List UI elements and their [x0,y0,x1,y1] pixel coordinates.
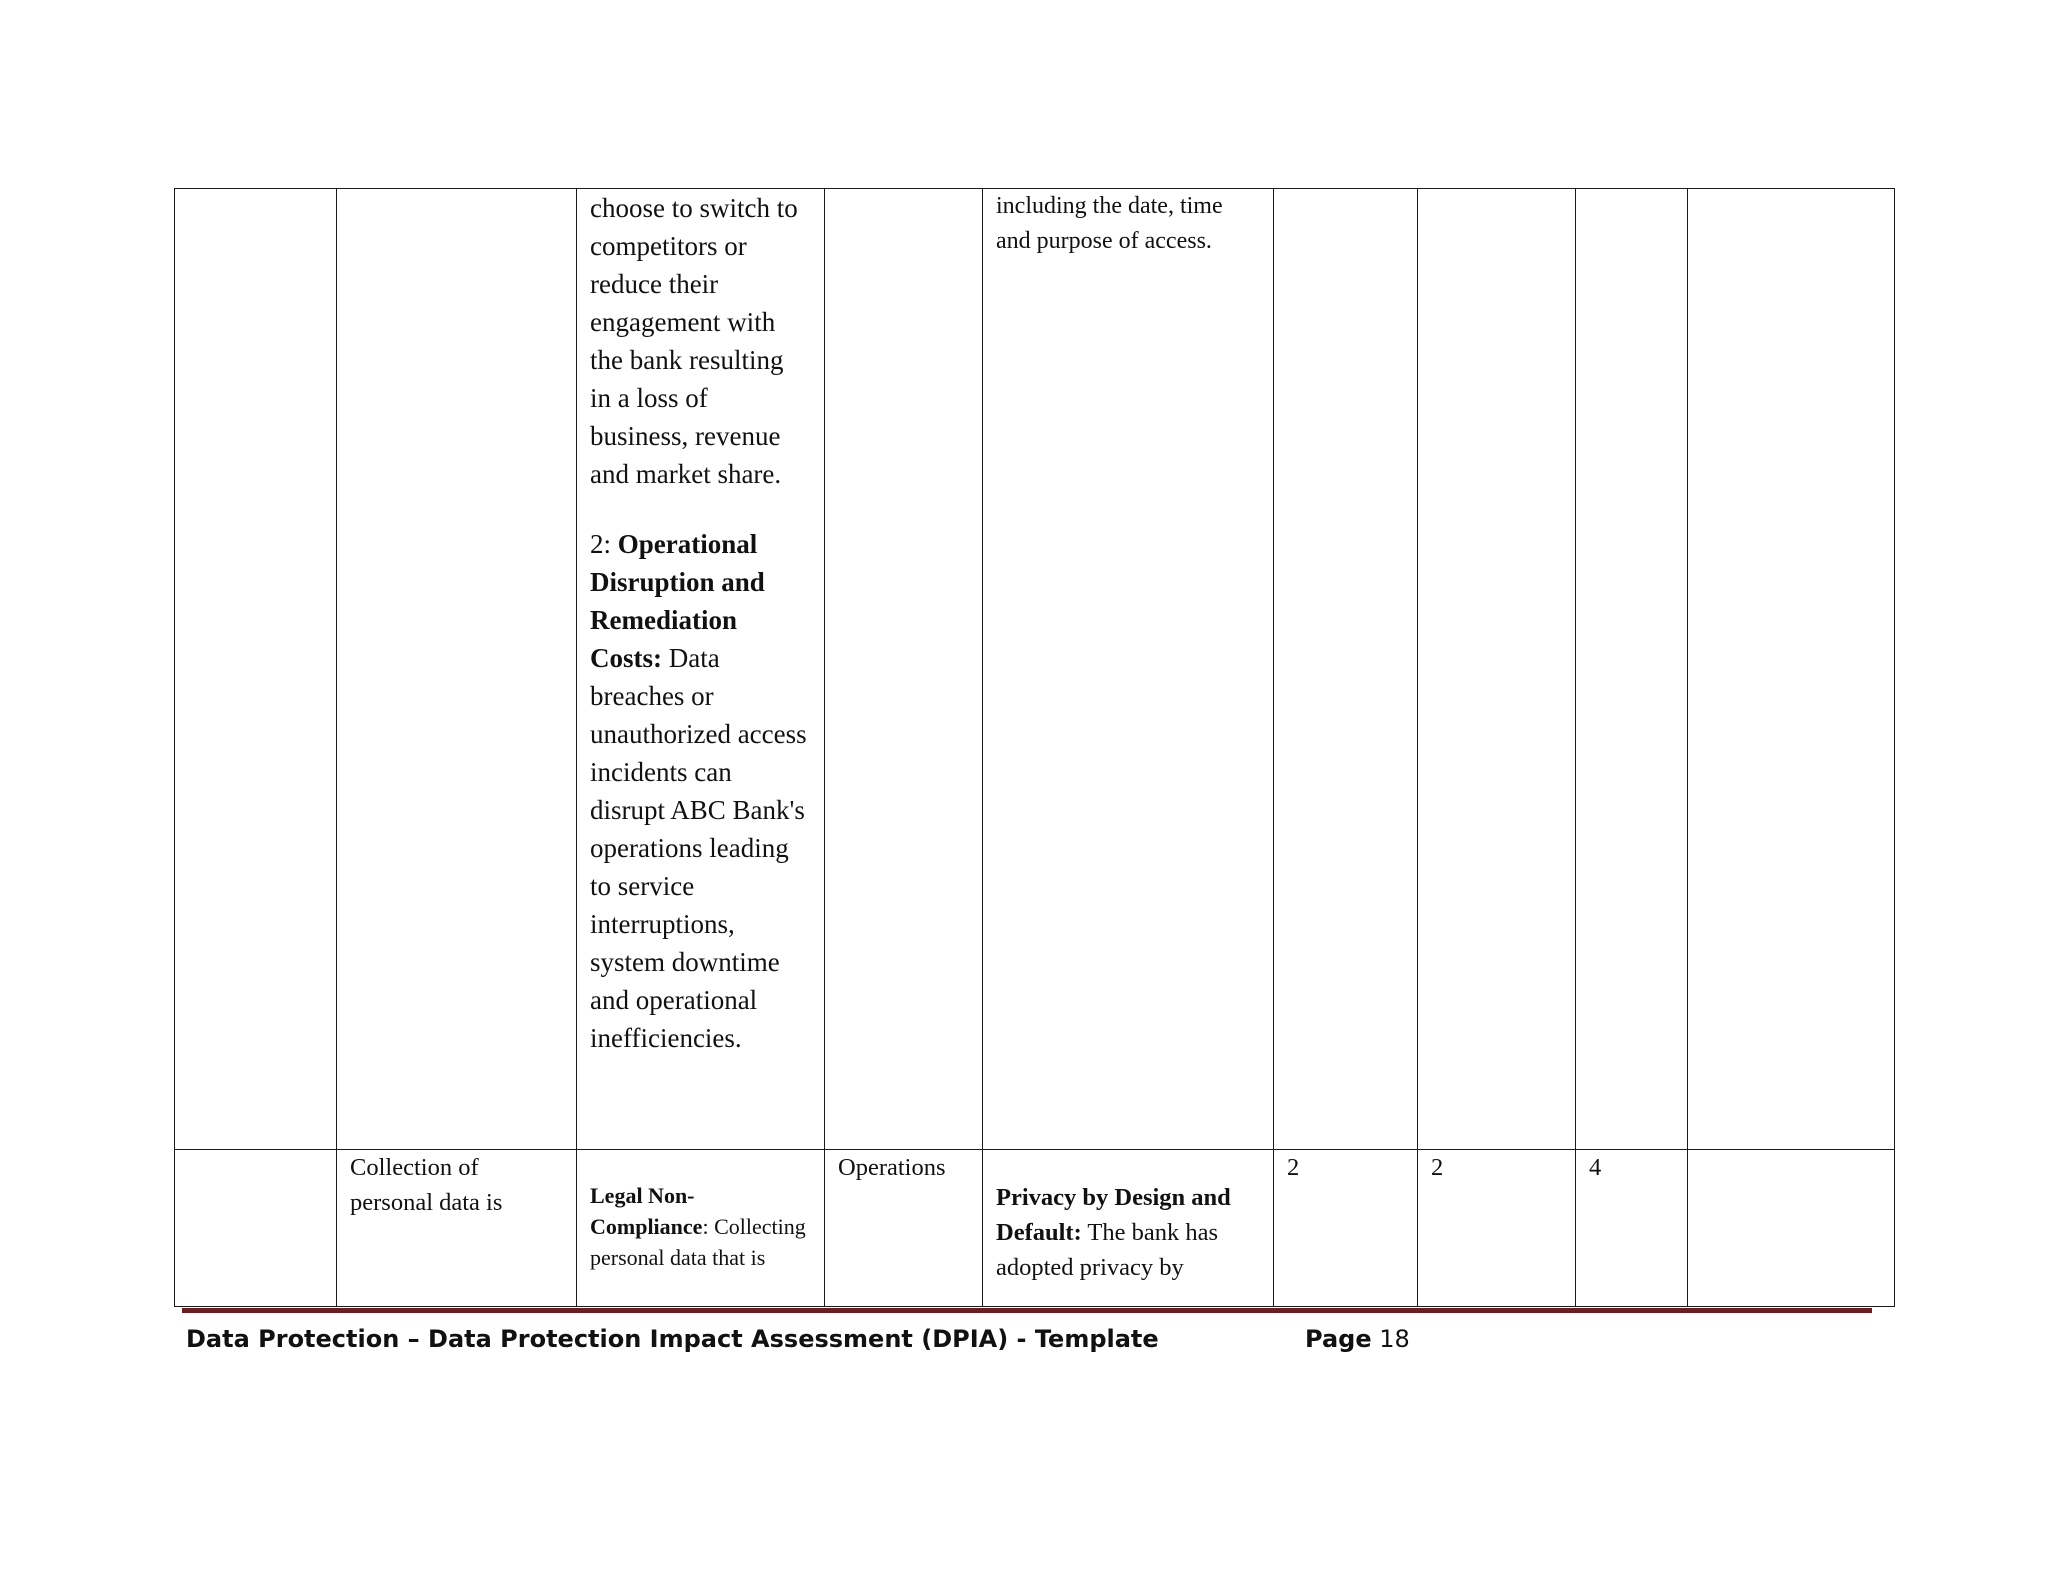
mitigation-text-continued: including the date, time and purpose of access. [996,193,1223,254]
mitigation-body: The bank has adopted privacy by [996,1219,1219,1281]
table-cell [175,1150,337,1307]
table-cell [825,189,983,1150]
table-cell [337,189,577,1150]
dpia-risk-table [174,188,1895,1307]
table-cell-mitigation [983,1150,1274,1307]
likelihood-value: 2 [1287,1154,1300,1181]
risk-text-operational [590,525,811,1057]
table-cell [1576,189,1688,1150]
table-cell-department [825,1150,983,1307]
table-cell-risk-score [1576,1150,1688,1307]
table-cell [1418,189,1576,1150]
impact-value: 2 [1431,1154,1444,1181]
footer-title: Data Protection – Data Protection Impact Assessment (DPIA) - Template [186,1325,1159,1353]
risk-body: Data breaches or unauthorized access incidents can disrupt ABC Bank's operations leading to service interruptions, system downtime and operational inefficiencies. [590,643,807,1053]
processing-activity-text: Collection of personal data is [350,1154,503,1216]
table-cell [175,189,337,1150]
risk-heading: Legal Non-Compliance [590,1183,703,1239]
table-row [175,1150,1895,1307]
risk-number: 2: [590,529,618,559]
department-text: Operations [838,1154,946,1181]
table-cell-impact [1418,1150,1576,1307]
risk-body: Collecting personal data that is [590,1214,806,1270]
risk-heading: Operational Disruption and Remediation Costs: [590,529,765,673]
table-cell-risk-description [577,1150,825,1307]
colon: : [702,1214,709,1239]
table-cell [1274,189,1418,1150]
table-cell-risk-description [577,189,825,1150]
table-cell-likelihood [1274,1150,1418,1307]
mitigation-text [996,1180,1260,1285]
table-row [175,189,1895,1150]
footer-divider [182,1308,1872,1313]
risk-score-value: 4 [1589,1154,1602,1181]
mitigation-heading: Privacy by Design and Default: [996,1184,1231,1246]
footer-page-number [1305,1322,1410,1356]
table-cell-mitigation [983,189,1274,1150]
risk-text-legal [590,1180,811,1273]
page-number: 18 [1379,1325,1410,1353]
table-cell [1688,1150,1895,1307]
table-cell [1688,189,1895,1150]
page-label: Page [1305,1325,1372,1353]
risk-text-continued: choose to switch to competitors or reduce their engagement with the bank resulting in a loss of business, revenue and market share. [590,193,798,489]
table-cell-processing-activity [337,1150,577,1307]
